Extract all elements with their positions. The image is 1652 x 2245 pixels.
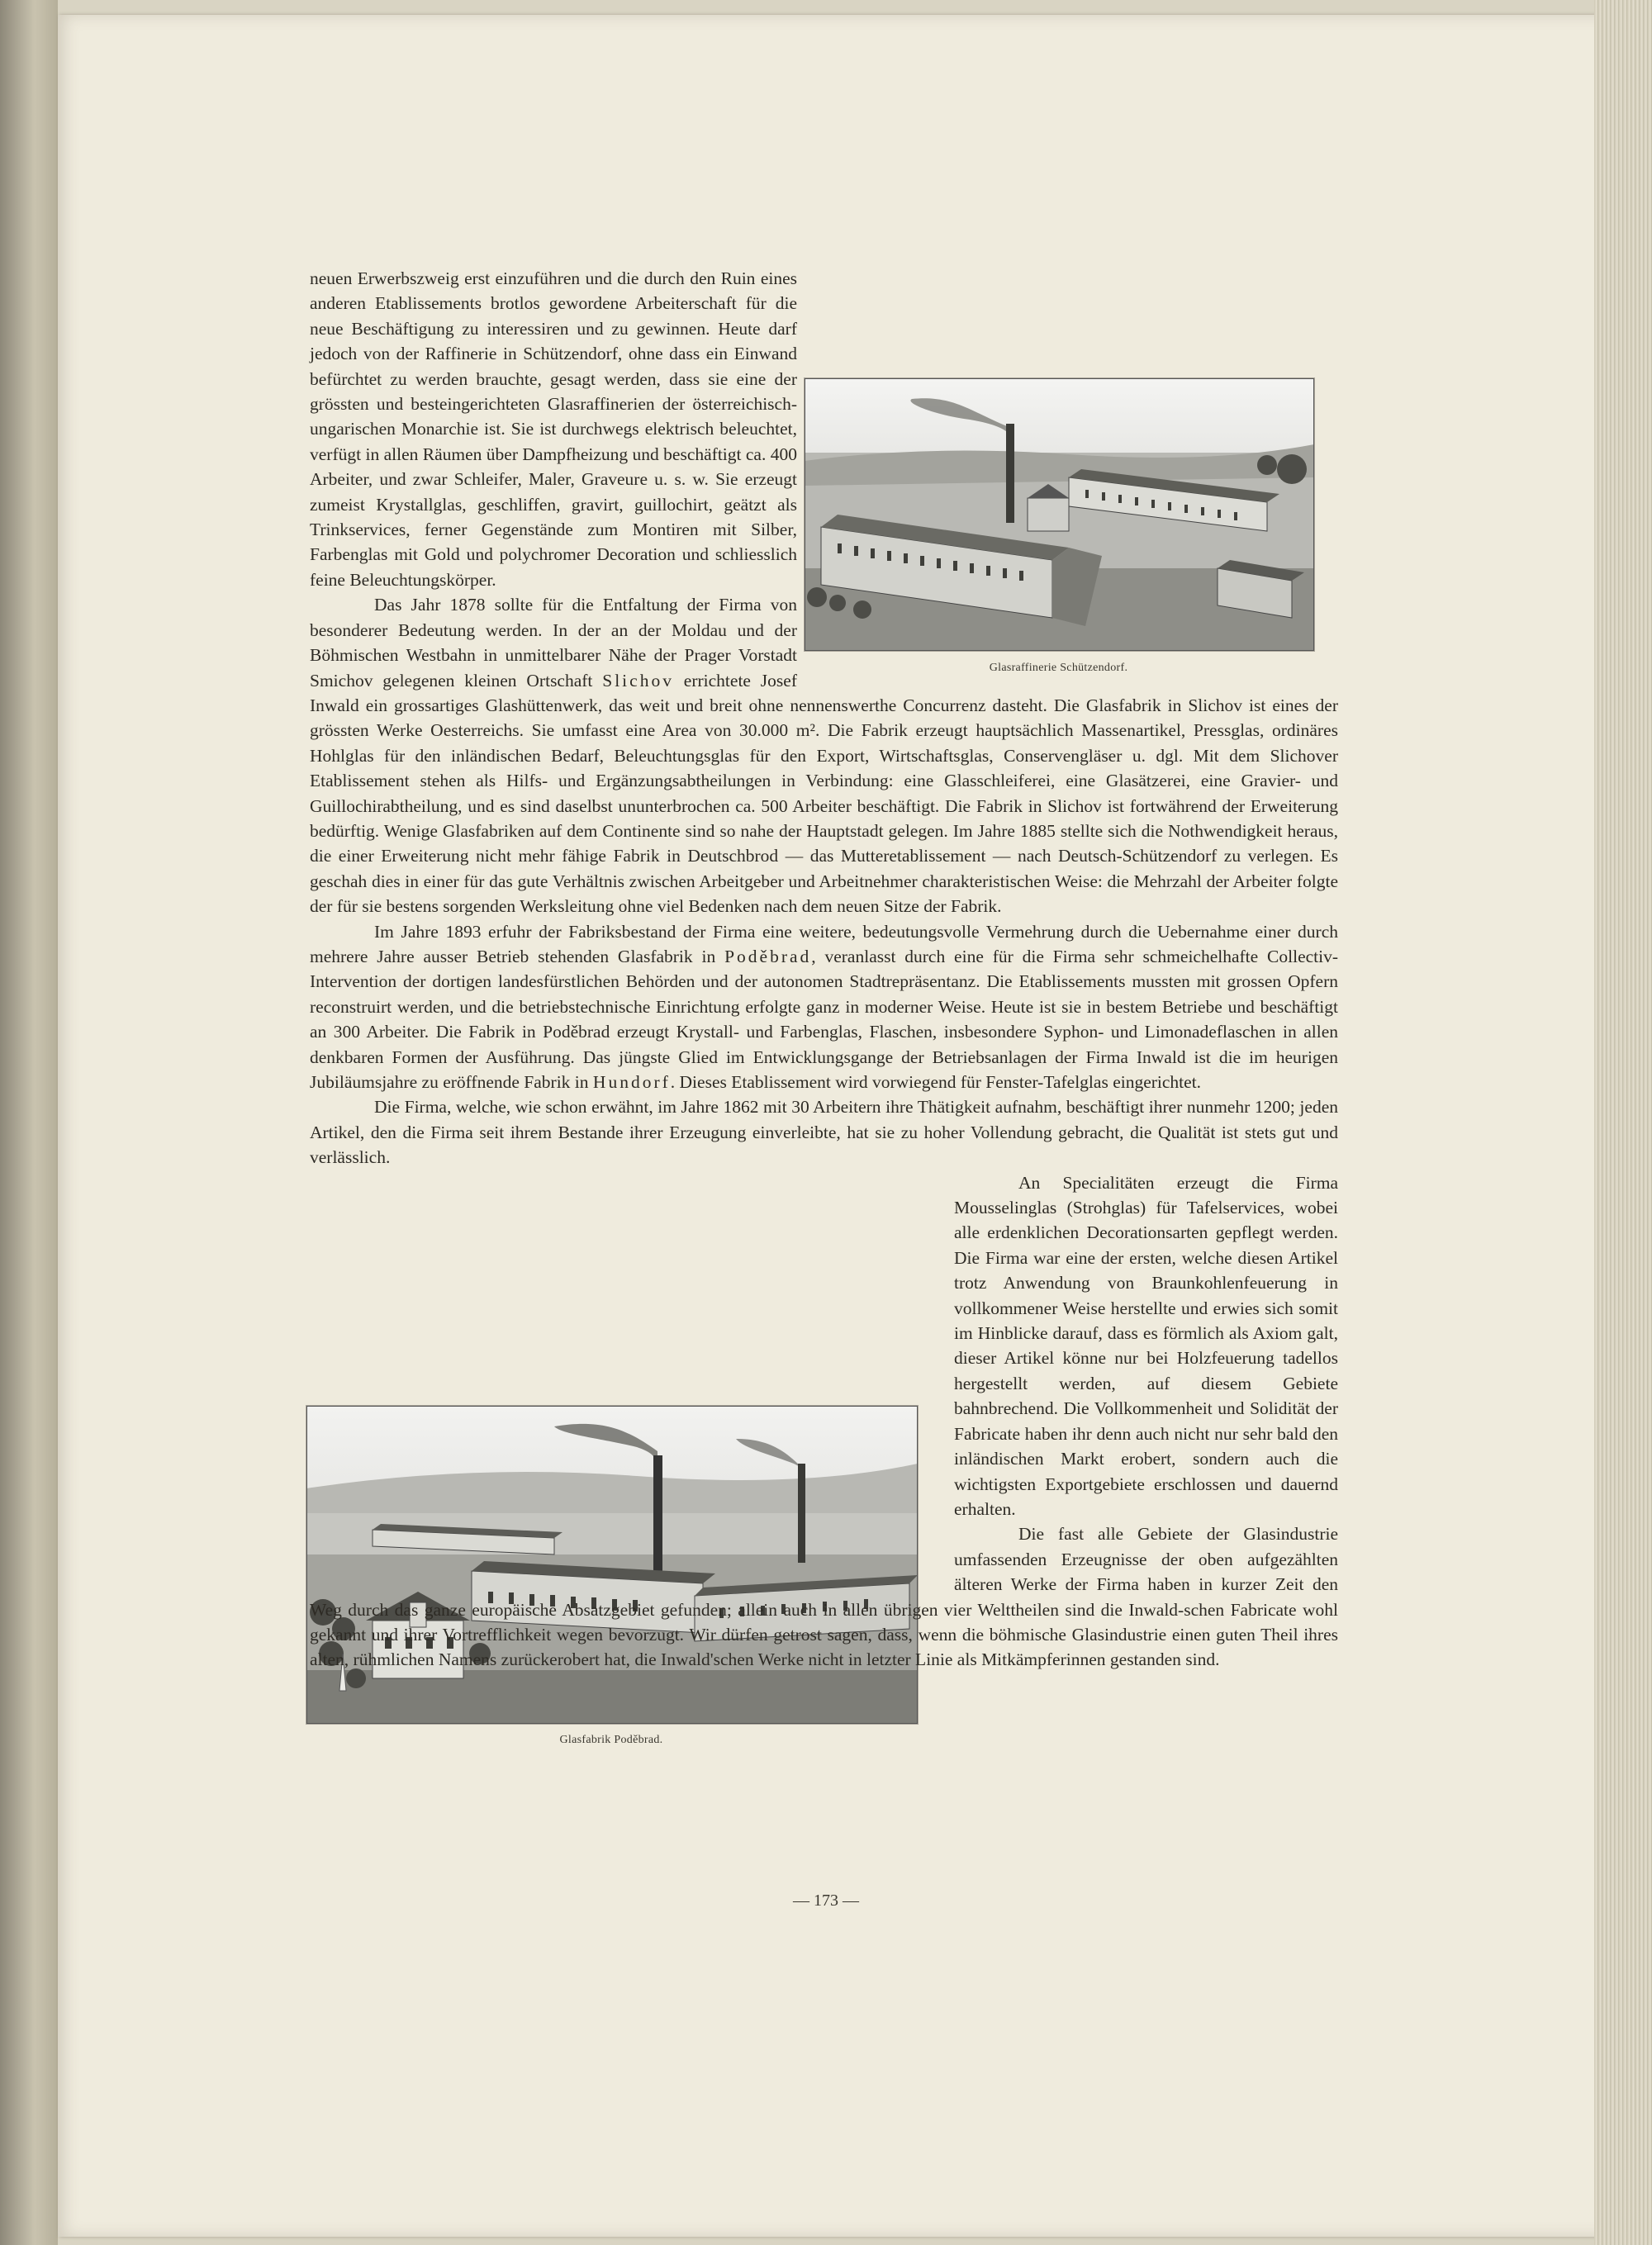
float-spacer-bottom bbox=[310, 1222, 954, 1577]
paragraph-3 bbox=[310, 919, 1338, 1095]
figure-caption-top: Glasraffinerie Schützendorf. bbox=[989, 662, 1128, 674]
paragraph-2-start: Das Jahr 1878 sollte für die Entfaltung der Firma von besonderer Bedeutung werden. In der an der Moldau und der Böhmischen Westbahn in unmittelbarer Nähe der Prager Vorstadt Smichov gelegenen kleinen Ortschaft bbox=[310, 595, 797, 691]
place-podebrad: Poděbrad bbox=[724, 946, 812, 966]
paragraph-3-start: Im Jahre 1893 erfuhr der Fabriksbestand der Firma eine weitere, bedeutungsvolle Vermehrung durch die Uebernahme einer durch mehrere Jahre ausser Betrieb stehenden Glasfabrik in bbox=[310, 921, 1338, 966]
page-number: — 173 — bbox=[793, 1891, 859, 1910]
paragraph-3-middle: , veranlasst durch eine für die Firma sehr schmeichelhafte Collectiv-Intervention der dortigen landesfürstlichen Behörden und der autonomen Stadtrepräsentanz. Die Etablissements mussten mit grossen Opfern reconstruirt werden, und die betriebstechnische Einrichtung erfolgte ganz in moderner Weise. Heute ist sie in bestem Betriebe und beschäftigt an 300 Arbeiter. Die Fabrik in Poděbrad erzeugt Krystall- und Farbenglas, Flaschen, insbesondere Syphon- und Limonadeflaschen in allen denkbaren Formen der Ausführung. Das jüngste Glied im Entwicklungsgange der Betriebsanlagen der Firma Inwald ist die im heurigen Jubiläumsjahre zu eröffnende Fabrik in bbox=[310, 946, 1339, 1092]
paragraph-5: An Specialitäten erzeugt die Firma Mousselinglas (Strohglas) für Tafelservices, wobei alle erdenklichen Decorationsarten gepflegt werden. Die Firma war eine der ersten, welche diesen Artikel trotz Anwendung von Braunkohlenfeuerung in vollkommener Weise herstellte und erwies sich somit im Hinblicke darauf, dass es förmlich als Axiom galt, dieser Artikel könne nur bei Holzfeuerung tadellos hergestellt werden, auf diesem Gebiete bahnbrechend. Die Vollkommenheit und Solidität der Fabricate haben ihr denn auch nicht nur sehr bald den inländischen Markt erobert, sondern auch die wichtigsten Exportgebiete erschlossen und dauernd erhalten. bbox=[954, 1172, 1338, 1519]
paragraph-3-end: . Dieses Etablissement wird vorwiegend für Fenster-Tafelglas eingerichtet. bbox=[670, 1072, 1202, 1092]
figure-caption-bottom: Glasfabrik Poděbrad. bbox=[559, 1734, 663, 1746]
article-body bbox=[310, 266, 1338, 1673]
paragraph-4: Die Firma, welche, wie schon erwähnt, im Jahre 1862 mit 30 Arbeitern ihre Thätigkeit aufnahm, beschäftigt ihrer nunmehr 1200; jeden Artikel, den die Firma seit ihrem Bestande ihrer Erzeugung einverleibte, hat sie zu hoher Vollendung gebracht, die Qualität ist stets gut und verlässlich. bbox=[310, 1097, 1338, 1168]
paragraph-6: Die fast alle Gebiete der Glasindustrie umfassenden Erzeugnisse der oben aufgezählten älteren Werke der Firma haben in kurzer Zeit den Weg durch das ganze europäische Absatzgebiet gefunden; allein auch in allen übrigen vier Welttheilen sind die Inwald-schen Fabricate wohl gekannt und ihrer Vortrefflichkeit wegen bevorzugt. Wir dürfen getrost sagen, dass, wenn die böhmische Glasindustrie einen guten Theil ihres alten, rühmlichen Namens zurückerobert hat, die Inwald'schen Werke nicht in letzter Linie als Mitkämpferinnen gestanden sind. bbox=[310, 1524, 1338, 1670]
paragraph-2-rest: errichtete Josef Inwald ein grossartiges Glashüttenwerk, das weit und breit ohne nennenswerthe Concurrenz dasteht. Die Glasfabrik in Slichov ist eines der grössten Werke Oesterreichs. Sie umfasst eine Area von 30.000 m². Die Fabrik erzeugt hauptsächlich Massenartikel, Pressglas, ordinäres Hohlglas für den inländischen Bedarf, Beleuchtungsglas für den Export, Wirtschaftsglas, Conservengläser u. dgl. Mit dem Slichover Etablissement stehen als Hilfs- und Ergänzungsabtheilungen in Verbindung: eine Glasschleiferei, eine Glasätzerei, eine Gravier- und Guillochirabtheilung, und es sind daselbst ununterbrochen ca. 500 Arbeiter beschäftigt. Die Fabrik in Slichov ist fortwährend der Erweiterung bedürftig. Wenige Glasfabriken auf dem Continente sind so nahe der Hauptstadt gelegen. Im Jahre 1885 stellte sich die Nothwendigkeit heraus, die einer Erweiterung nicht mehr fähige Fabrik in Deutschbrod — das Mutteretablissement — nach Deutsch-Schützendorf zu verlegen. Es geschah dies in einer für das gute Verhältnis zwischen Arbeitgeber und Arbeitnehmer charakteristischen Weise: die Mehrzahl der Arbeiter folgte der für sie bestens sorgenden Werksleitung ohne viel Bedenken nach dem neuen Sitze der Fabrik. bbox=[310, 670, 1338, 917]
paragraph-1: neuen Erwerbszweig erst einzuführen und die durch den Ruin eines anderen Etablissements brotlos gewordene Arbeiterschaft für die neue Beschäftigung zu interessiren und zu gewinnen. Heute darf jedoch von der Raffinerie in Schützendorf, ohne dass ein Einwand befürchtet zu werden brauchte, gesagt werden, dass sie eine der grössten und besteingerichteten Glasraffinerien der österreichisch-ungarischen Monarchie ist. Sie ist durchwegs elektrisch beleuchtet, verfügt in allen Räumen über Dampfheizung und beschäftigt ca. 400 Arbeiter, und zwar Schleifer, Maler, Graveure u. s. w. Sie erzeugt zumeist Krystallglas, geschliffen, gravirt, guillochirt, geätzt als Trinkservices, ferner Gegenstände zum Montiren mit Silber, Farbenglas mit Gold und polychromer Decoration und schliesslich feine Beleuchtungskörper. bbox=[310, 268, 797, 590]
place-hundorf: Hundorf bbox=[592, 1072, 671, 1092]
place-slichov: Slichov bbox=[602, 670, 674, 691]
float-spacer-top bbox=[797, 378, 1338, 678]
